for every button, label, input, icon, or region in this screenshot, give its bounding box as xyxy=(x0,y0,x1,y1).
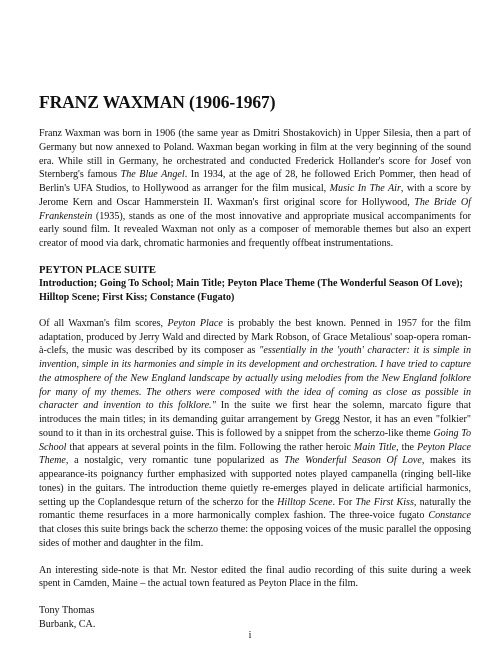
italic-text-run: Hilltop Scene xyxy=(277,496,333,508)
author-location: Burbank, CA. xyxy=(39,618,96,630)
suite-heading: PEYTON PLACE SUITE xyxy=(39,264,156,276)
page-number: i xyxy=(248,630,252,641)
italic-text-run: The Wonderful Season Of Love xyxy=(284,455,422,467)
text-run: , naturally the romantic theme resurfaces in a more harmonically complex fashion. The three-voice fugato xyxy=(39,496,472,522)
biography-paragraph xyxy=(39,127,471,251)
italic-text-run: The Bride Of Frankenstein xyxy=(39,196,471,222)
italic-text-run: The Blue Angel xyxy=(120,169,185,181)
italic-text-run: Going To School xyxy=(39,427,471,453)
italic-text-run: Constance xyxy=(428,510,471,522)
page-title: FRANZ WAXMAN (1906-1967) xyxy=(39,92,276,112)
text-run: , makes its appearance-its poignancy further emphasized with supported notes played campanella (ringing bell-like tones) in the guitars. The introduction theme quietly re-emerges played in delicate artificial harmonics, setting up the Coplandesque return of the scherzo for the xyxy=(39,455,471,508)
program-notes-paragraph xyxy=(39,317,471,551)
italic-text-run: "essentially in the 'youth' character: it is simple in invention, simple in its harmonies and simple in its development and orchestration. I have tried to capture the atmosphere of the New England landscape by actually using melodies from the New England folklore for many of my themes. The others were composed with the idea of coming as close as possible in character and invention to this folklore." xyxy=(39,345,471,412)
text-run: Of all Waxman's film scores, xyxy=(39,317,168,329)
italic-text-run: Peyton Place Theme xyxy=(39,441,471,467)
page-content xyxy=(39,92,471,632)
movement-list: Introduction; Going To School; Main Title; Peyton Place Theme (The Wonderful Season Of Love); Hilltop Scene; First Kiss; Constance (Fugato) xyxy=(39,278,463,303)
author-name: Tony Thomas xyxy=(39,605,95,616)
italic-text-run: The First Kiss xyxy=(355,496,414,508)
text-run: that appears at several points in the film. Following the rather heroic xyxy=(66,441,354,453)
text-run: , the xyxy=(396,441,417,453)
text-run: . For xyxy=(332,496,356,508)
text-run: , with a score by Jerome Kern and Oscar Hammerstein II. Waxman's first original score for Hollywood, xyxy=(39,183,471,208)
text-run: that closes this suite brings back the scherzo theme: the opposing voices of the music parallel the opposing sides of mother and daughter in the film. xyxy=(39,524,471,549)
italic-text-run: Peyton Place xyxy=(167,317,223,329)
text-run: . In 1934, at the age of 28, he followed Erich Pommer, then head of Berlin's UFA Studios, to Hollywood as arranger for the film musical, xyxy=(39,169,471,194)
text-run: , a nostalgic, very romantic tune popularized as xyxy=(65,455,285,467)
side-note-paragraph: An interesting side-note is that Mr. Nestor edited the final audio recording of this suite during a week spent in Camden, Maine – the actual town featured as Peyton Place in the film. xyxy=(39,564,471,590)
text-run: Franz Waxman was born in 1906 (the same year as Dmitri Shostakovich) in Upper Silesia, then a part of Germany but now annexed to Poland. Waxman began working in film at the very beginning of the sound era. While still in Germany, he orchestrated and conducted Frederick Hollander's score for Josef von Sternberg's famous xyxy=(39,128,471,181)
text-run: (1935), stands as one of the most innovative and appropriate musical accompaniments for early sound film. It revealed Waxman not only as a composer of memorable themes but also an expert creator of mood via dark, chromatic harmonies and frequently offbeat instrumentations. xyxy=(39,210,471,249)
text-run: is probably the best known. Penned in 1957 for the film adaptation, produced by Jerry Wald and directed by Mark Robson, of Grace Metalious' soap-opera roman-à-clefs, the music was described by its composer as xyxy=(39,317,471,357)
text-run: In the suite we first hear the solemn, marcato figure that introduces the main titles; in its demanding guitar arrangement by Gregg Nestor, it has an even "folkier" sound to it than in its orchestral guise. This is followed by a snippet from the scherzo-like theme xyxy=(39,400,471,439)
italic-text-run: Music In The Air xyxy=(329,183,401,194)
italic-text-run: Main Title xyxy=(353,441,397,453)
